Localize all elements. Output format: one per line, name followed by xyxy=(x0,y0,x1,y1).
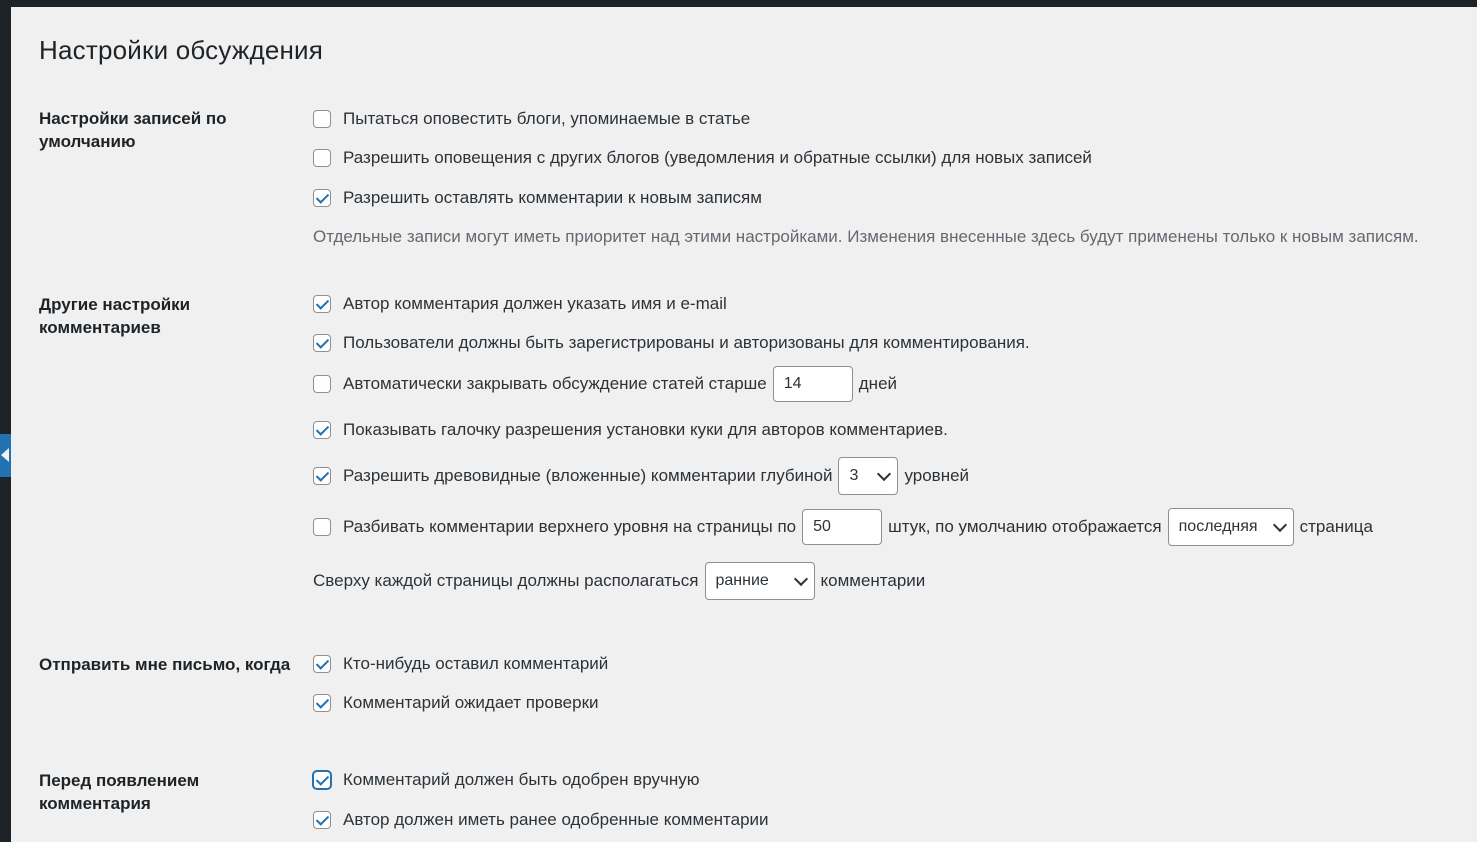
days-label: дней xyxy=(858,374,898,393)
option-anyone-posts[interactable] xyxy=(313,654,608,674)
section-label-email-me: Отправить мне письмо, когда xyxy=(39,655,291,674)
checkbox-require-name-email[interactable] xyxy=(313,295,331,313)
option-label: Разрешить древовидные (вложенные) комментарии глубиной xyxy=(343,466,833,485)
collapse-menu-arrow-icon[interactable] xyxy=(0,434,11,477)
option-cookies[interactable] xyxy=(313,420,948,440)
option-threaded[interactable] xyxy=(313,457,969,495)
option-label: Комментарий должен быть одобрен вручную xyxy=(343,770,700,789)
default-page-select[interactable] xyxy=(1168,508,1294,546)
section-label-other-comments: Другие настройки комментариев xyxy=(39,295,191,337)
option-label: Автор комментария должен указать имя и e-mail xyxy=(343,294,727,313)
option-label: Пытаться оповестить блоги, упоминаемые в статье xyxy=(343,109,751,128)
option-label: Комментарий ожидает проверки xyxy=(343,693,599,712)
chevron-down-icon xyxy=(793,571,807,585)
checkbox-cookies[interactable] xyxy=(313,421,331,439)
checkbox-threaded[interactable] xyxy=(313,467,331,485)
page-label: страница xyxy=(1299,517,1373,536)
note-text: Отдельные записи могут иметь приоритет над этими настройками. Изменения внесенные здесь будут применены только к новым записям. xyxy=(313,227,1419,246)
option-held-moderation[interactable] xyxy=(313,693,599,713)
settings-content xyxy=(11,7,1477,842)
option-label: Сверху каждой страницы должны располагаться xyxy=(313,571,699,590)
option-label: Кто-нибудь оставил комментарий xyxy=(343,654,609,673)
option-label: Автоматически закрывать обсуждение статей старше xyxy=(343,374,767,393)
levels-label: уровней xyxy=(904,466,970,485)
option-label: Разбивать комментарии верхнего уровня на страницы по xyxy=(343,517,797,536)
option-require-name-email[interactable] xyxy=(313,294,727,314)
section-label-before-appears: Перед появлением комментария xyxy=(39,771,200,813)
comments-per-page-input[interactable]: 50 xyxy=(802,509,882,545)
checkbox-registered-only[interactable] xyxy=(313,334,331,352)
close-days-input[interactable]: 14 xyxy=(773,366,853,402)
option-label: Пользователи должны быть зарегистрированы и авторизованы для комментирования. xyxy=(343,333,1030,352)
checkbox-held-moderation[interactable] xyxy=(313,694,331,712)
checkbox-previously-approved[interactable] xyxy=(313,811,331,829)
checkbox-anyone-posts[interactable] xyxy=(313,655,331,673)
thread-depth-value: 3 xyxy=(849,467,859,484)
option-paginate[interactable] xyxy=(313,508,1373,546)
comment-order-value: ранние xyxy=(715,572,769,589)
comment-order-select[interactable] xyxy=(705,562,815,600)
option-previously-approved[interactable] xyxy=(313,810,769,830)
checkbox-allow-comments[interactable] xyxy=(313,189,331,207)
option-allow-comments[interactable] xyxy=(313,188,762,208)
checkbox-manual-approval[interactable] xyxy=(313,771,331,789)
option-label: Разрешить оповещения с других блогов (уведомления и обратные ссылки) для новых записей xyxy=(343,148,1092,167)
option-manual-approval[interactable] xyxy=(313,770,699,790)
checkbox-notify-blogs[interactable] xyxy=(313,110,331,128)
chevron-down-icon xyxy=(1273,517,1287,531)
checkbox-auto-close[interactable] xyxy=(313,375,331,393)
checkbox-paginate[interactable] xyxy=(313,518,331,536)
option-notify-blogs[interactable] xyxy=(313,109,750,129)
default-post-note xyxy=(313,227,1419,247)
option-label: Автор должен иметь ранее одобренные комментарии xyxy=(343,810,769,829)
page-title: Настройки обсуждения xyxy=(39,35,324,65)
option-allow-pings[interactable] xyxy=(313,148,1092,168)
admin-sidebar xyxy=(0,7,11,842)
option-label: Показывать галочку разрешения установки куки для авторов комментариев. xyxy=(343,420,948,439)
checkbox-allow-pings[interactable] xyxy=(313,149,331,167)
comments-label: комментарии xyxy=(820,571,926,590)
option-label: Разрешить оставлять комментарии к новым записям xyxy=(343,188,762,207)
paginate-middle-label: штук, по умолчанию отображается xyxy=(888,517,1162,536)
section-label-default-post: Настройки записей по умолчанию xyxy=(39,109,227,151)
admin-top-bar xyxy=(0,0,1477,7)
option-registered-only[interactable] xyxy=(313,333,1030,353)
option-comment-order xyxy=(313,562,925,600)
option-auto-close[interactable] xyxy=(313,366,897,402)
chevron-down-icon xyxy=(877,466,891,480)
thread-depth-select[interactable] xyxy=(838,457,898,495)
default-page-value: последняя xyxy=(1178,518,1258,535)
